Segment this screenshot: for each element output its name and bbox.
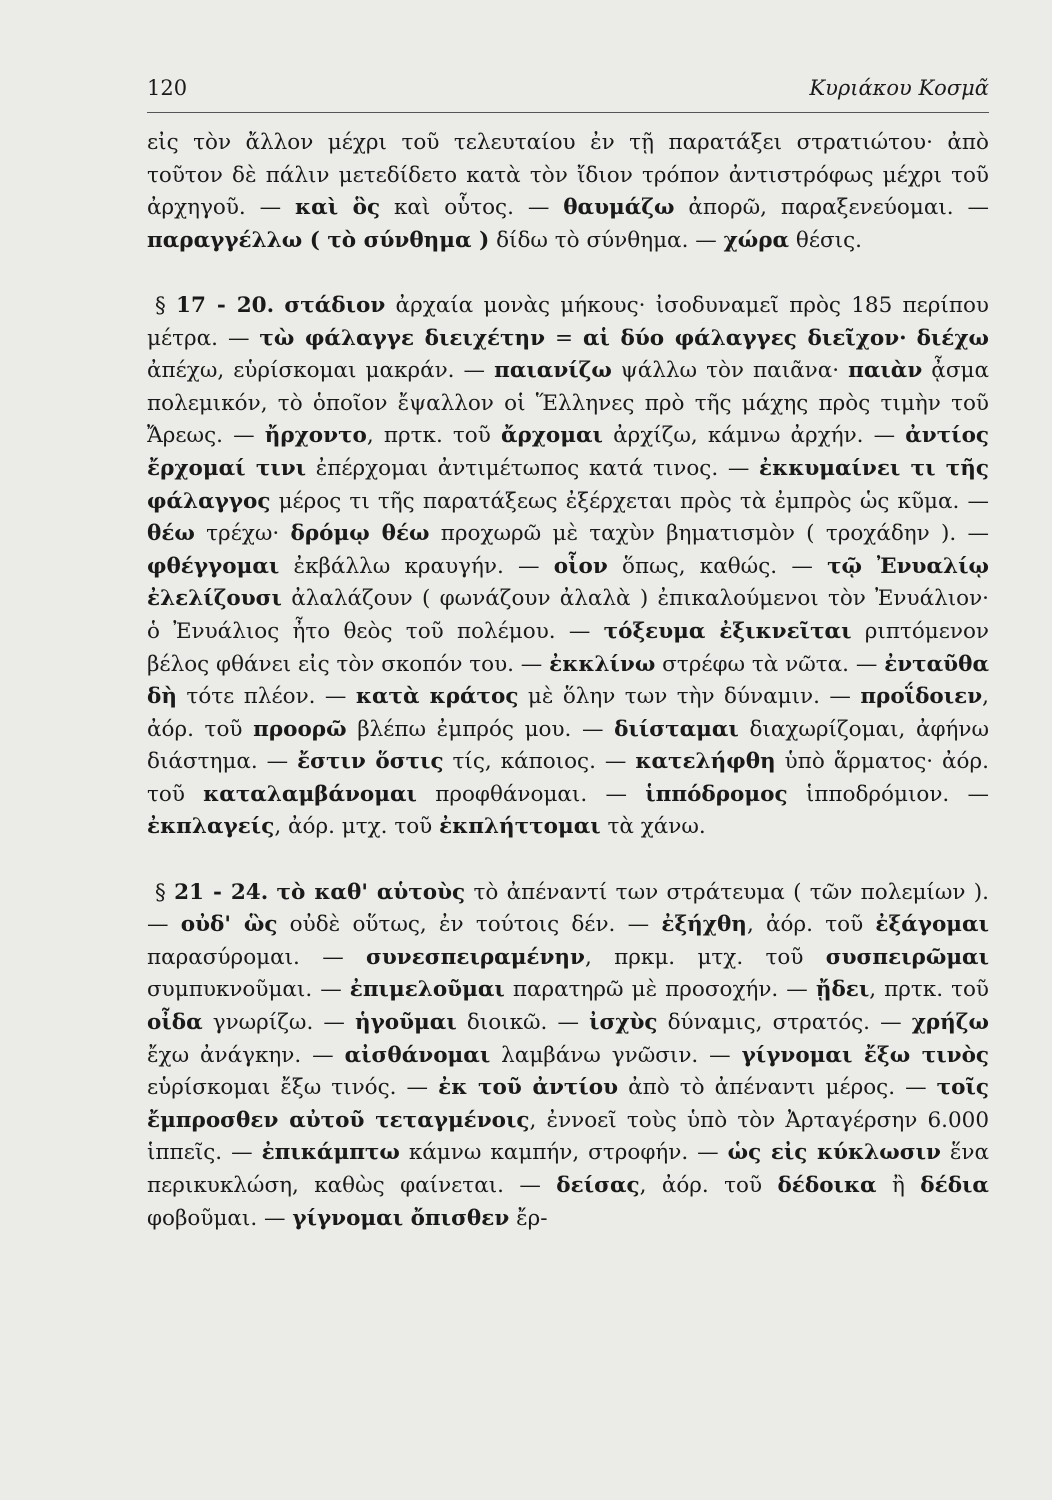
glossary-term: ἄρχομαι <box>500 423 603 449</box>
glossary-term: χώρα <box>723 227 790 253</box>
glossary-term: ἐξάγομαι <box>875 912 989 938</box>
gloss-text <box>907 326 917 351</box>
gloss-text: , πρτκ. τοῦ <box>366 423 501 449</box>
glossary-term: γίγνομαι ὄπισθεν <box>292 1205 510 1231</box>
glossary-term: ἱππόδρομος <box>645 781 788 807</box>
gloss-text: ἀρχίζω, κάμνω ἀρχήν. — <box>602 423 906 449</box>
gloss-text: δύναμις, στρατός. — <box>657 1010 912 1036</box>
gloss-text: ἕνα περικυκλώση, καθὼς φαίνεται. — <box>147 1140 989 1198</box>
gloss-text: τρέχω· <box>194 521 291 547</box>
glossary-term: 21 - 24. <box>174 879 269 905</box>
glossary-term: ἤρχοντο <box>264 423 367 449</box>
glossary-term: ἐξήχθη <box>661 912 747 938</box>
glossary-term: αἰσθάνομαι <box>344 1042 491 1068</box>
gloss-text: , ἐννοεῖ τοὺς ὑπὸ τὸν Ἀρταγέρσην 6.000 ἱππεῖς. — <box>147 1107 989 1166</box>
glossary-term: ἐκκλίνω <box>549 651 656 677</box>
glossary-term: ἰσχὺς <box>589 1010 658 1036</box>
gloss-text: ριπτόμενον βέλος φθάνει εἰς τὸν σκοπόν του. — <box>147 618 989 677</box>
glossary-term: τὼ φάλαγγε διειχέτην <box>259 325 546 351</box>
gloss-text: ψάλλω τὸν παιᾶνα· <box>611 358 849 384</box>
gloss-text: ἢ <box>876 1173 921 1198</box>
gloss-text: § <box>155 879 175 905</box>
glossary-term: δέδοικα <box>777 1173 877 1198</box>
gloss-text: μὲ ὅλην των τὴν δύναμιν. — <box>518 684 861 710</box>
glossary-term: 17 - 20. <box>176 292 275 318</box>
gloss-text: ὅπως, καθώς. — <box>607 553 828 579</box>
gloss-text: παρασύρομαι. — <box>147 944 367 970</box>
glossary-term: ἐκπλαγείς <box>147 814 275 840</box>
glossary-term: διέχω <box>916 325 989 351</box>
glossary-term: καὶ ὃς <box>295 195 381 221</box>
gloss-text: ἔρ- <box>509 1205 548 1231</box>
section-paragraph <box>147 877 989 1236</box>
gloss-text: προχωρῶ μὲ ταχὺν βηματισμὸν ( τροχάδην ). — <box>429 521 989 547</box>
gloss-text: = <box>545 325 583 351</box>
gloss-text: , ἀόρ. τοῦ <box>639 1173 778 1198</box>
gloss-text: προφθάνομαι. — <box>416 781 646 807</box>
glossary-term: ἐνταῦθα δὴ <box>147 651 989 710</box>
glossary-term: κατελήφθη <box>635 749 776 775</box>
running-title: Κυριάκου Κοσμᾶ <box>809 76 989 100</box>
glossary-term: οἶδα <box>147 1010 203 1036</box>
gloss-text: ἀπέχω, εὑρίσκομαι μακράν. — <box>147 358 495 384</box>
gloss-text: , ἀόρ. τοῦ <box>746 912 876 938</box>
glossary-term: συνεσπειραμένην <box>366 944 585 970</box>
gloss-text: δίδω τὸ σύνθημα. — <box>489 227 724 253</box>
gloss-text: καὶ οὗτος. — <box>380 195 564 221</box>
page-header <box>147 72 989 113</box>
glossary-term: δέδια <box>920 1173 989 1198</box>
glossary-term: ἔστιν ὅστις <box>297 749 444 775</box>
gloss-text: , πρκμ. μτχ. τοῦ <box>584 944 826 970</box>
commentary-text <box>147 127 989 1235</box>
gloss-text: ἀρχαία μονὰς μήκους· ἰσοδυναμεῖ πρὸς 185 περίπου μέτρα. — <box>147 292 990 351</box>
glossary-term: οὐδ' ὣς <box>180 912 278 938</box>
gloss-text: οὐδὲ οὕτως, ἐν τούτοις δέν. — <box>277 912 662 938</box>
gloss-text: , ἀόρ. τοῦ <box>147 684 990 742</box>
gloss-text: τὸ ἀπέναντί των στράτευμα ( τῶν πολεμίων ). — <box>147 879 989 938</box>
glossary-term: ὡς εἰς κύκλωσιν <box>727 1140 941 1166</box>
gloss-text: ἀλαλάζουν ( φωνάζουν ἀλαλὰ ) ἐπικαλούμενοι τὸν Ἐνυάλιον· ὁ Ἐνυάλιος ἦτο θεὸς τοῦ πολέμου. — <box>147 586 989 644</box>
glossary-term: ἐκκυμαίνει τι τῆς φάλαγγος <box>147 455 989 514</box>
glossary-term: κατὰ κράτος <box>355 684 519 710</box>
glossary-term: δρόμῳ θέω <box>290 521 430 547</box>
gloss-text <box>268 880 276 905</box>
gloss-text: ᾆσμα πολεμικόν, τὸ ὁποῖον ἔψαλλον οἱ Ἕλληνες πρὸ τῆς μάχης πρὸς τιμὴν τοῦ Ἄρεως. — <box>147 358 989 449</box>
glossary-term: ἐπικάμπτω <box>261 1140 400 1166</box>
gloss-text: τότε πλέον. — <box>176 684 356 710</box>
glossary-term: οἷον <box>553 553 608 579</box>
gloss-text: , πρτκ. τοῦ <box>869 977 989 1003</box>
gloss-text: διαχωρίζομαι, ἀφήνω διάστημα. — <box>147 716 989 775</box>
gloss-text: ἐκβάλλω κραυγήν. — <box>279 553 554 579</box>
glossary-term: παραγγέλλω ( τὸ σύνθημα ) <box>147 227 490 253</box>
gloss-text: διοικῶ. — <box>456 1010 590 1036</box>
gloss-text: , ἀόρ. μτχ. τοῦ <box>274 814 440 840</box>
gloss-text: συμπυκνοῦμαι. — <box>147 977 350 1003</box>
glossary-term: ᾔδει <box>815 977 870 1003</box>
gloss-text: θέσις. <box>789 227 862 253</box>
gloss-text: παρατηρῶ μὲ προσοχήν. — <box>504 977 816 1003</box>
gloss-text: ἀπορῶ, παραξενεύομαι. — <box>674 195 990 221</box>
gloss-text: ἐπέρχομαι ἀντιμέτωπος κατά τινος. — <box>306 455 760 481</box>
gloss-text: ἔχω ἀνάγκην. — <box>147 1042 345 1068</box>
text-paragraph <box>147 127 989 257</box>
glossary-term: ἐπιμελοῦμαι <box>349 977 505 1003</box>
glossary-term: ἡγοῦμαι <box>354 1010 457 1036</box>
gloss-text: ὑπὸ ἅρματος· ἀόρ. τοῦ <box>147 749 989 807</box>
glossary-term: παιὰν <box>848 358 923 384</box>
glossary-term: αἱ δύο φάλαγγες διεῖχον· <box>582 325 907 351</box>
page-number: 120 <box>147 76 188 100</box>
glossary-term: συσπειρῶμαι <box>825 944 990 970</box>
gloss-text <box>274 293 284 318</box>
glossary-term: διίσταμαι <box>614 716 739 742</box>
glossary-term: γίγνομαι ἔξω τινὸς <box>741 1042 990 1068</box>
glossary-term: προορῶ <box>253 716 347 742</box>
glossary-term: ἀντίος ἔρχομαί τινι <box>147 423 990 481</box>
glossary-term: θέω <box>147 521 195 547</box>
gloss-text: μέρος τι τῆς παρατάξεως ἐξέρχεται πρὸς τὰ ἐμπρὸς ὡς κῦμα. — <box>270 488 989 514</box>
gloss-text: ἱπποδρόμιον. — <box>787 781 989 807</box>
glossary-term: στάδιον <box>284 292 386 318</box>
glossary-term: θαυμάζω <box>563 195 675 221</box>
gloss-text: εὑρίσκομαι ἔξω τινός. — <box>147 1075 439 1101</box>
section-paragraph <box>147 290 989 844</box>
gloss-text: τὰ χάνω. <box>600 814 706 840</box>
gloss-text: λαμβάνω γνῶσιν. — <box>490 1042 742 1068</box>
glossary-term: προΐδοιεν <box>860 684 983 710</box>
glossary-term: δείσας <box>556 1173 640 1198</box>
glossary-term: καταλαμβάνομαι <box>203 781 417 807</box>
gloss-text: τίς, κάποιος. — <box>443 749 636 775</box>
glossary-term: τόξευμα ἐξικνεῖται <box>603 618 852 644</box>
glossary-term: τοῖς ἔμπροσθεν αὐτοῦ τεταγμένοις <box>147 1075 989 1133</box>
gloss-text: ἀπὸ τὸ ἀπέναντι μέρος. — <box>618 1075 937 1101</box>
gloss-text: στρέφω τὰ νῶτα. — <box>655 651 885 677</box>
gloss-text: § <box>155 292 177 318</box>
glossary-term: παιανίζω <box>494 358 612 384</box>
glossary-term: χρήζω <box>911 1010 989 1036</box>
glossary-term: ἐκπλήττομαι <box>439 814 601 840</box>
gloss-text: γνωρίζω. — <box>202 1010 355 1036</box>
gloss-text: φοβοῦμαι. — <box>147 1205 293 1231</box>
gloss-text: εἰς τὸν ἄλλον μέχρι τοῦ τελευταίου ἐν τῇ παρατάξει στρατιώτου· ἀπὸ τοῦτον δὲ πάλιν μετεδίδετο κατὰ τὸν ἴδιον τρόπον ἀντιστρόφως μέχρι τοῦ ἀρχηγοῦ. — <box>147 130 989 221</box>
gloss-text: βλέπω ἐμπρός μου. — <box>346 716 615 742</box>
glossary-term: τῷ Ἐνυαλίῳ ἐλελίζουσι <box>147 553 989 612</box>
gloss-text: κάμνω καμπήν, στροφήν. — <box>399 1140 728 1166</box>
glossary-term: ἐκ τοῦ ἀντίου <box>438 1075 619 1101</box>
glossary-term: φθέγγομαι <box>147 553 280 579</box>
glossary-term: τὸ καθ' αὑτοὺς <box>276 879 466 905</box>
